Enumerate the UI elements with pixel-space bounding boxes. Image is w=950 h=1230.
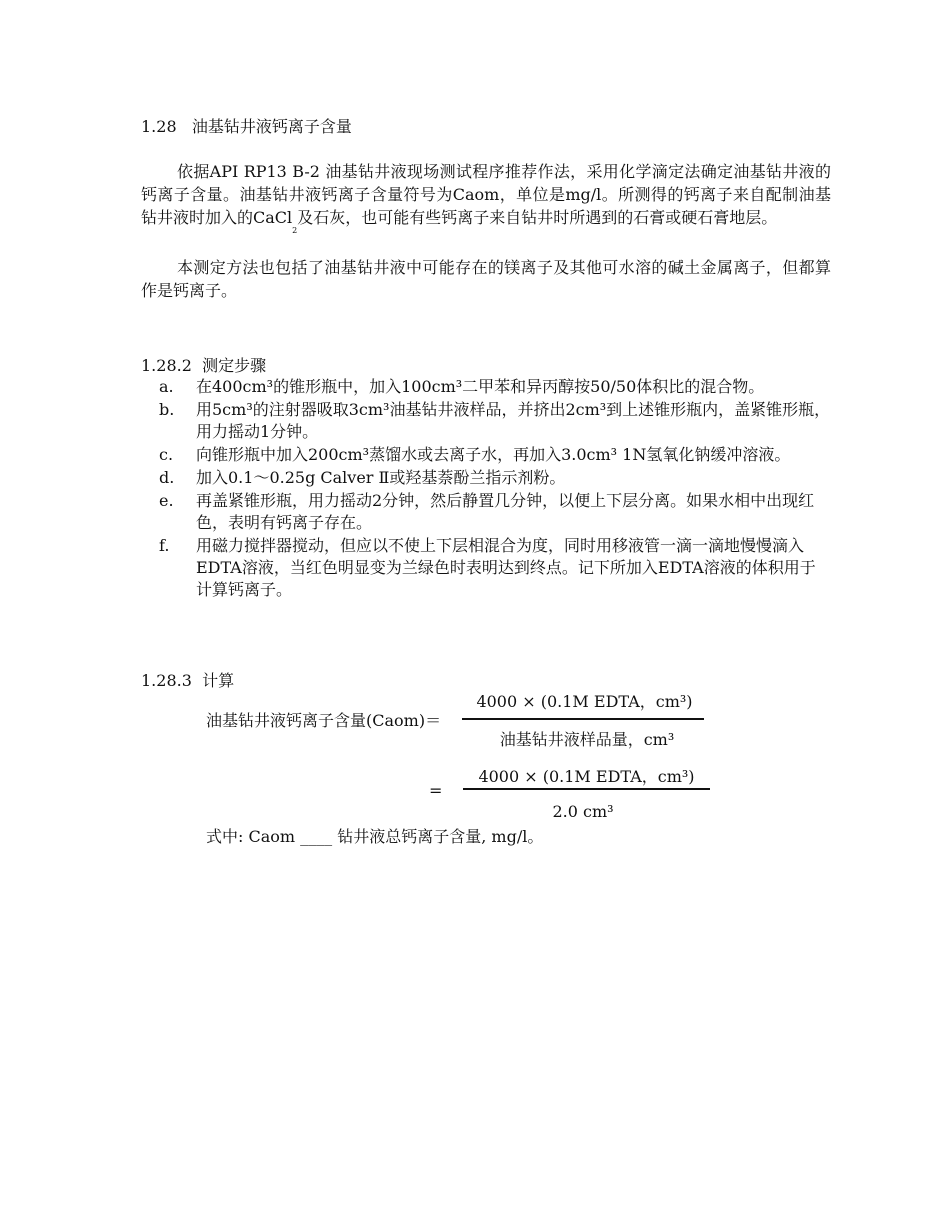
intro-paragraph-2: 本测定方法也包括了油基钻井液中可能存在的镁离子及其他可水溶的碱土金属离子，但都算作是钙离子。: [141, 258, 831, 300]
formula-numerator-2: 4000 × (0.1M EDTA，cm³): [478, 767, 695, 786]
step-e: [141, 490, 831, 534]
calc-heading: 1.28.3 计算: [141, 671, 235, 690]
cacl-subscript: 2: [292, 226, 298, 235]
step-text: 向锥形瓶中加入200cm³蒸馏水或去离子水，再加入3.0cm³ 1N氢氧化钠缓冲溶液。: [196, 445, 791, 464]
formula-denominator-2: 2.0 cm³: [552, 802, 614, 821]
formula-legend: 式中: Caom ____ 钻井液总钙离子含量, mg/l。: [206, 827, 544, 846]
intro-text-main: 依据API RP13 B-2 油基钻井液现场测试程序推荐作法，采用化学滴定法确定油基钻井液的钙离子含量。油基钻井液钙离子含量符号为Caom，单位是mg/l。所测得的钙离子来自配制油基钻井液时加入的CaCl: [141, 162, 831, 227]
fraction-bar-2: [463, 788, 710, 790]
step-a: [141, 376, 831, 398]
step-marker: b.: [159, 400, 175, 419]
step-d: [141, 467, 831, 489]
formula-equals-2: =: [429, 781, 443, 800]
step-text: 在400cm³的锥形瓶中，加入100cm³二甲苯和异丙醇按50/50体积比的混合物。: [196, 377, 765, 396]
steps-list: [141, 376, 831, 602]
formula-lhs: 油基钻井液钙离子含量(Caom)＝: [206, 711, 442, 730]
step-marker: a.: [159, 377, 174, 396]
step-text: 用5cm³的注射器吸取3cm³油基钻井液样品，并挤出2cm³到上述锥形瓶内，盖紧锥形瓶，用力摇动1分钟。: [196, 400, 831, 441]
formula-denominator-1: 油基钻井液样品量，cm³: [499, 730, 675, 749]
step-c: [141, 444, 831, 466]
fraction-bar-1: [462, 718, 704, 720]
step-f: [141, 535, 831, 601]
step-text: 再盖紧锥形瓶，用力摇动2分钟，然后静置几分钟，以便上下层分离。如果水相中出现红色，表明有钙离子存在。: [196, 491, 815, 532]
section-title: 1.28 油基钻井液钙离子含量: [141, 117, 352, 136]
step-b: [141, 399, 831, 443]
formula-numerator-1: 4000 × (0.1M EDTA，cm³): [476, 692, 693, 711]
step-marker: d.: [159, 468, 175, 487]
step-text: 加入0.1～0.25g Calver Ⅱ或羟基萘酚兰指示剂粉。: [196, 468, 566, 487]
step-marker: c.: [159, 445, 174, 464]
intro-text-tail: 及石灰，也可能有些钙离子来自钻井时所遇到的石膏或硬石膏地层。: [297, 208, 778, 227]
step-text: 用磁力搅拌器搅动，但应以不使上下层相混合为度，同时用移液管一滴一滴地慢慢滴入EDTA溶液，当红色明显变为兰绿色时表明达到终点。记下所加入EDTA溶液的体积用于计算钙离子。: [196, 536, 816, 599]
intro-paragraph-1: [141, 160, 831, 242]
step-marker: e.: [159, 491, 174, 510]
step-marker: f.: [159, 536, 170, 555]
steps-heading: 1.28.2 测定步骤: [141, 356, 267, 375]
